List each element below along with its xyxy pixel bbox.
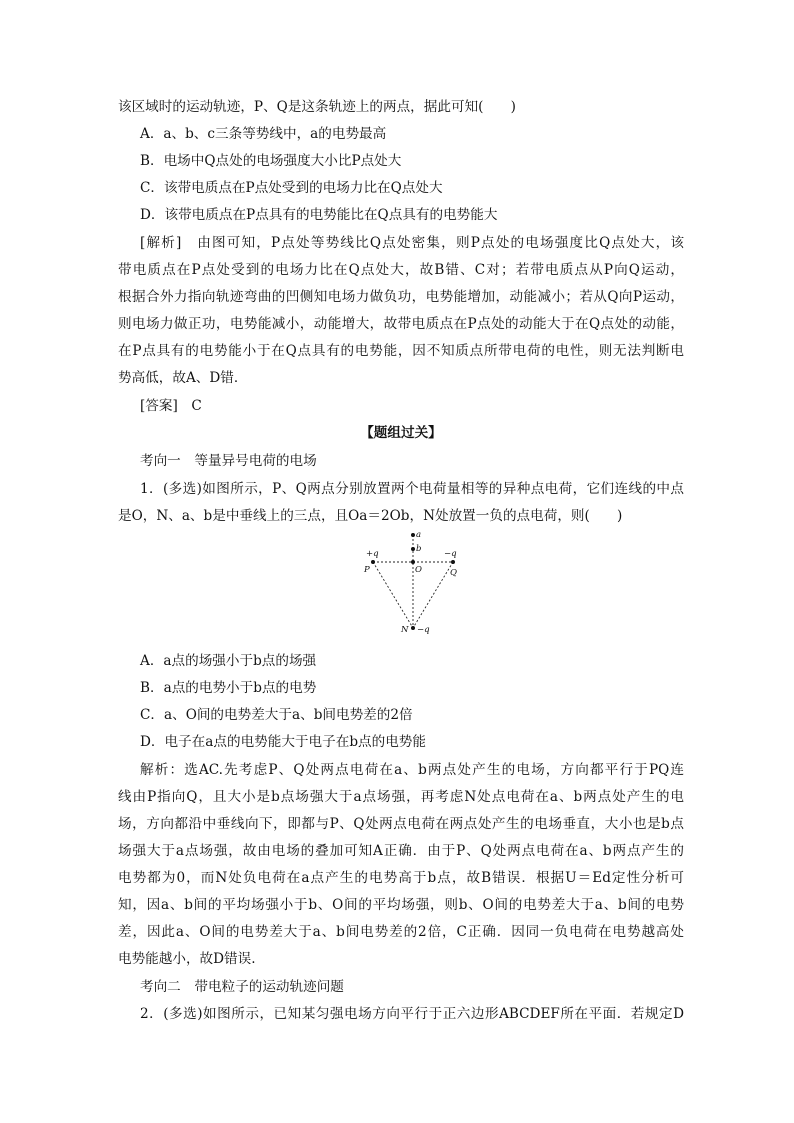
question-2-line: 2．(多选)如图所示，已知某匀强电场方向平行于正六边形ABCDEF所在平面．若规定D: [140, 1006, 684, 1022]
label-b: b: [416, 544, 422, 554]
q1-analysis-line: 电势能越小，故D错误.: [118, 951, 256, 967]
option-b: B．电场中Q点处的电场强度大小比P点处大: [140, 153, 402, 169]
q1-analysis-line: 差，因此a、O间的电势差大于a、b间电势差的2倍，C正确．因同一负电荷在电势越高处: [118, 924, 684, 940]
label-minus-q: −q: [444, 549, 457, 559]
q1-analysis-line: 场强大于a点场强，故由电场的叠加可知A正确．由于P、Q处两点电荷在a、b两点产生的: [118, 843, 684, 859]
analysis-line: 根据合外力指向轨迹弯曲的凹侧知电场力做负功，电势能增加，动能减小；若从Q向P运动，: [118, 289, 684, 305]
charge-figure: [360, 528, 470, 640]
topic-heading: 考向二 带电粒子的运动轨迹问题: [140, 979, 344, 995]
q1-option-a: A．a点的场强小于b点的场强: [140, 653, 317, 669]
label-plus-q: +q: [366, 549, 379, 559]
question-1-line: 是O，N、a、b是中垂线上的三点，且Oa＝2Ob，N处放置一负的点电荷，则( ): [118, 508, 623, 524]
q1-analysis-line: 解析：选AC.先考虑P、Q处两点电荷在a、b两点处产生的电场，方向都平行于PQ连: [140, 762, 684, 778]
analysis-line: [解析] 由图可知，P点处等势线比Q点处密集，则P点处的电场强度比Q点处大，该: [140, 235, 684, 251]
question-1-line: 1．(多选)如图所示，P、Q两点分别放置两个电荷量相等的异种点电荷，它们连线的中点: [140, 481, 684, 497]
analysis-line: 则电场力做正功，电势能减小，动能增大，故带电质点在P点处的动能大于在Q点处的动能，: [118, 316, 684, 332]
option-c: C．该带电质点在P点处受到的电场力比在Q点处大: [140, 180, 443, 196]
label-P: P: [364, 565, 370, 575]
option-d: D．该带电质点在P点具有的电势能比在Q点具有的电势能大: [140, 207, 498, 223]
q1-option-c: C．a、O间的电势差大于a、b间电势差的2倍: [140, 707, 413, 723]
analysis-line: 带电质点在P点处受到的电场力比在Q点处大，故B错、C对；若带电质点从P向Q运动，: [118, 262, 684, 278]
label-O: O: [415, 565, 422, 575]
q1-analysis-line: 场，方向都沿中垂线向下，即都与P、Q处两点电荷在两点处产生的电场垂直，大小也是b点: [118, 816, 684, 832]
answer-line: [答案] C: [140, 398, 202, 414]
section-title: 【题组过关】: [360, 425, 442, 441]
q1-analysis-line: 电势都为0，而N处负电荷在a点产生的电势高于b点，故B错误．根据U＝Ed定性分析可: [118, 870, 684, 886]
q1-analysis-line: 线由P指向Q，且大小是b点场强大于a点场强，再考虑N处点电荷在a、b两点处产生的电: [118, 789, 684, 805]
label-N: N: [401, 625, 409, 635]
label-N-charge: −q: [417, 625, 430, 635]
label-Q: Q: [450, 568, 457, 578]
q1-option-b: B．a点的电势小于b点的电势: [140, 680, 317, 696]
topic-heading: 考向一 等量异号电荷的电场: [140, 453, 317, 469]
label-a: a: [416, 530, 422, 540]
analysis-line: 在P点具有的电势能小于在Q点具有的电势能，因不知质点所带电荷的电性，则无法判断电: [118, 343, 684, 359]
q1-analysis-line: 知，因a、b间的平均场强小于b、O间的平均场强，则b、O间的电势差大于a、b间的电势: [118, 897, 684, 913]
question-stem-end: 该区域时的运动轨迹，P、Q是这条轨迹上的两点，据此可知( ): [118, 99, 516, 115]
option-a: A．a、b、c三条等势线中，a的电势最高: [140, 126, 387, 142]
q1-option-d: D．电子在a点的电势能大于电子在b点的电势能: [140, 734, 426, 750]
analysis-line: 势高低，故A、D错．: [118, 370, 248, 386]
